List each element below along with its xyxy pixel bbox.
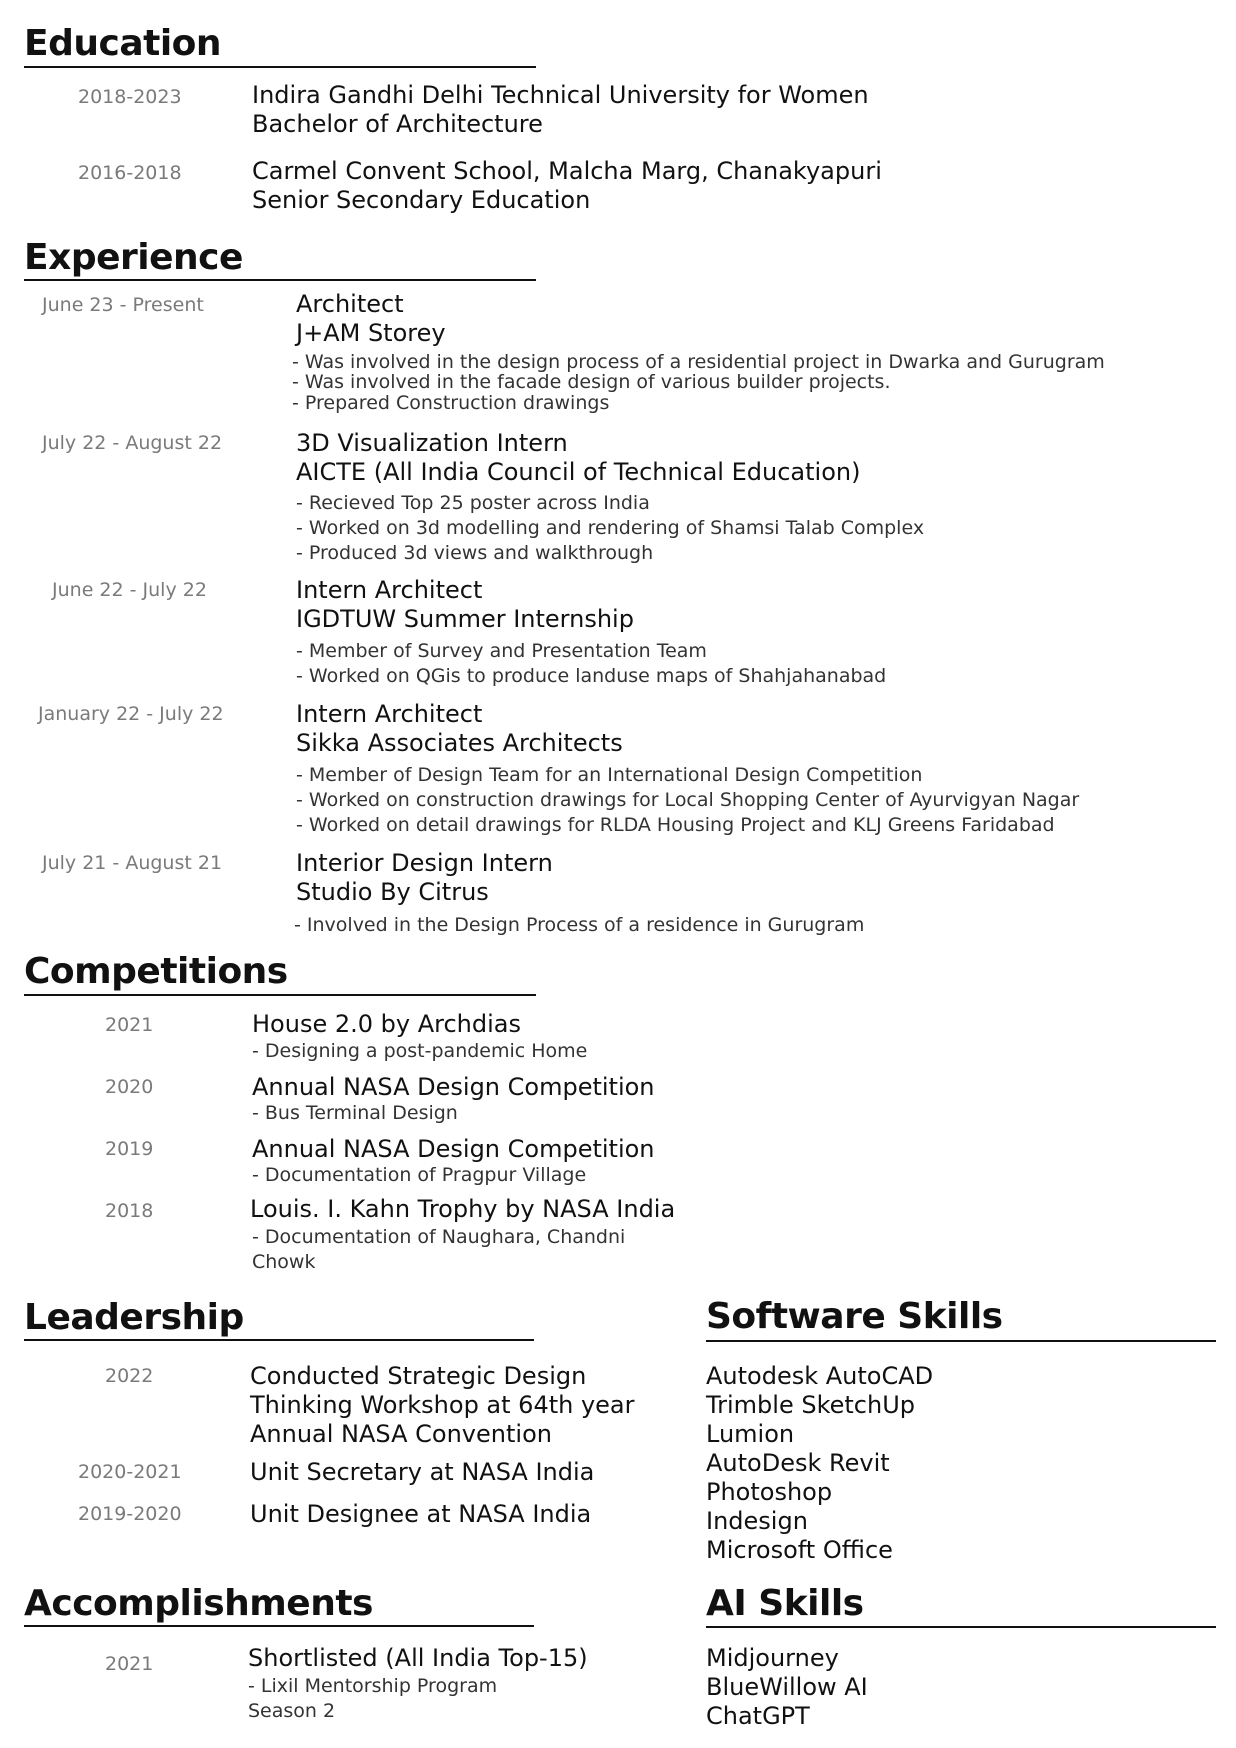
- experience-role: Intern Architect: [296, 576, 483, 604]
- experience-bullet: - Worked on 3d modelling and rendering of Shamsi Talab Complex: [296, 517, 925, 539]
- ai-skills-rule: [706, 1626, 1216, 1628]
- accomplishment-desc: - Lixil Mentorship Program: [248, 1675, 498, 1697]
- leadership-line: Conducted Strategic Design: [250, 1362, 587, 1390]
- software-skills-heading: Software Skills: [706, 1296, 1003, 1337]
- leadership-rule: [24, 1339, 534, 1341]
- education-date: 2018-2023: [78, 86, 182, 108]
- experience-heading: Experience: [24, 237, 243, 278]
- ai-skill: Midjourney: [706, 1644, 839, 1672]
- software-skill: Autodesk AutoCAD: [706, 1362, 934, 1390]
- experience-bullet: - Was involved in the design process of a residential project in Dwarka and Gurugram: [292, 351, 1105, 373]
- software-skill: AutoDesk Revit: [706, 1449, 890, 1477]
- competition-year: 2021: [105, 1014, 154, 1036]
- accomplishment-title: Shortlisted (All India Top-15): [248, 1644, 588, 1672]
- leadership-year: 2020-2021: [78, 1461, 182, 1483]
- leadership-line: Annual NASA Convention: [250, 1420, 552, 1448]
- experience-role: 3D Visualization Intern: [296, 429, 568, 457]
- competition-desc: - Documentation of Naughara, Chandni: [252, 1226, 626, 1248]
- education-school: Indira Gandhi Delhi Technical University for Women: [252, 81, 869, 109]
- experience-bullet: - Prepared Construction drawings: [292, 392, 610, 414]
- competition-desc: Chowk: [252, 1251, 316, 1273]
- competition-title: Annual NASA Design Competition: [252, 1135, 655, 1163]
- ai-skill: BlueWillow AI: [706, 1673, 868, 1701]
- experience-bullet: - Worked on detail drawings for RLDA Housing Project and KLJ Greens Faridabad: [296, 814, 1055, 836]
- experience-bullet: - Worked on construction drawings for Local Shopping Center of Ayurvigyan Nagar: [296, 789, 1080, 811]
- leadership-heading: Leadership: [24, 1297, 244, 1338]
- education-school: Carmel Convent School, Malcha Marg, Chanakyapuri: [252, 157, 882, 185]
- education-heading: Education: [24, 23, 222, 64]
- competition-year: 2019: [105, 1138, 154, 1160]
- competitions-heading: Competitions: [24, 951, 288, 992]
- leadership-year: 2019-2020: [78, 1503, 182, 1525]
- competition-desc: - Documentation of Pragpur Village: [252, 1164, 587, 1186]
- experience-role: Intern Architect: [296, 700, 483, 728]
- competitions-rule: [24, 994, 536, 996]
- software-skill: Photoshop: [706, 1478, 833, 1506]
- education-date: 2016-2018: [78, 162, 182, 184]
- experience-bullet: - Involved in the Design Process of a residence in Gurugram: [294, 914, 865, 936]
- competition-year: 2018: [105, 1200, 154, 1222]
- experience-bullet: - Was involved in the facade design of various builder projects.: [292, 371, 891, 393]
- competition-title: Annual NASA Design Competition: [252, 1073, 655, 1101]
- ai-skills-heading: AI Skills: [706, 1583, 864, 1624]
- software-skill: Lumion: [706, 1420, 795, 1448]
- experience-org: IGDTUW Summer Internship: [296, 605, 634, 633]
- accomplishments-rule: [24, 1625, 534, 1627]
- experience-org: Studio By Citrus: [296, 878, 489, 906]
- education-degree: Bachelor of Architecture: [252, 110, 543, 138]
- experience-date: June 23 - Present: [42, 294, 204, 316]
- accomplishments-heading: Accomplishments: [24, 1583, 373, 1624]
- experience-bullet: - Member of Design Team for an International Design Competition: [296, 764, 923, 786]
- experience-bullet: - Produced 3d views and walkthrough: [296, 542, 654, 564]
- accomplishment-desc: Season 2: [248, 1700, 336, 1722]
- experience-org: AICTE (All India Council of Technical Education): [296, 458, 861, 486]
- leadership-line: Unit Secretary at NASA India: [250, 1458, 595, 1486]
- experience-org: Sikka Associates Architects: [296, 729, 623, 757]
- software-skill: Microsoft Office: [706, 1536, 893, 1564]
- software-skill: Trimble SketchUp: [706, 1391, 916, 1419]
- experience-bullet: - Worked on QGis to produce landuse maps of Shahjahanabad: [296, 665, 887, 687]
- experience-rule: [24, 279, 536, 281]
- experience-org: J+AM Storey: [296, 319, 446, 347]
- software-skill: Indesign: [706, 1507, 808, 1535]
- competition-desc: - Bus Terminal Design: [252, 1102, 458, 1124]
- experience-bullet: - Member of Survey and Presentation Team: [296, 640, 707, 662]
- accomplishment-year: 2021: [105, 1653, 154, 1675]
- experience-role: Interior Design Intern: [296, 849, 553, 877]
- experience-date: June 22 - July 22: [52, 579, 207, 601]
- experience-date: July 21 - August 21: [42, 852, 223, 874]
- software-skills-rule: [706, 1340, 1216, 1342]
- experience-date: July 22 - August 22: [42, 432, 223, 454]
- experience-role: Architect: [296, 290, 404, 318]
- education-rule: [24, 66, 536, 68]
- leadership-year: 2022: [105, 1365, 154, 1387]
- education-degree: Senior Secondary Education: [252, 186, 591, 214]
- leadership-line: Thinking Workshop at 64th year: [250, 1391, 635, 1419]
- competition-title: Louis. I. Kahn Trophy by NASA India: [250, 1195, 676, 1223]
- leadership-line: Unit Designee at NASA India: [250, 1500, 592, 1528]
- ai-skill: ChatGPT: [706, 1702, 810, 1730]
- competition-title: House 2.0 by Archdias: [252, 1010, 521, 1038]
- competition-desc: - Designing a post-pandemic Home: [252, 1040, 588, 1062]
- experience-date: January 22 - July 22: [38, 703, 224, 725]
- competition-year: 2020: [105, 1076, 154, 1098]
- experience-bullet: - Recieved Top 25 poster across India: [296, 492, 650, 514]
